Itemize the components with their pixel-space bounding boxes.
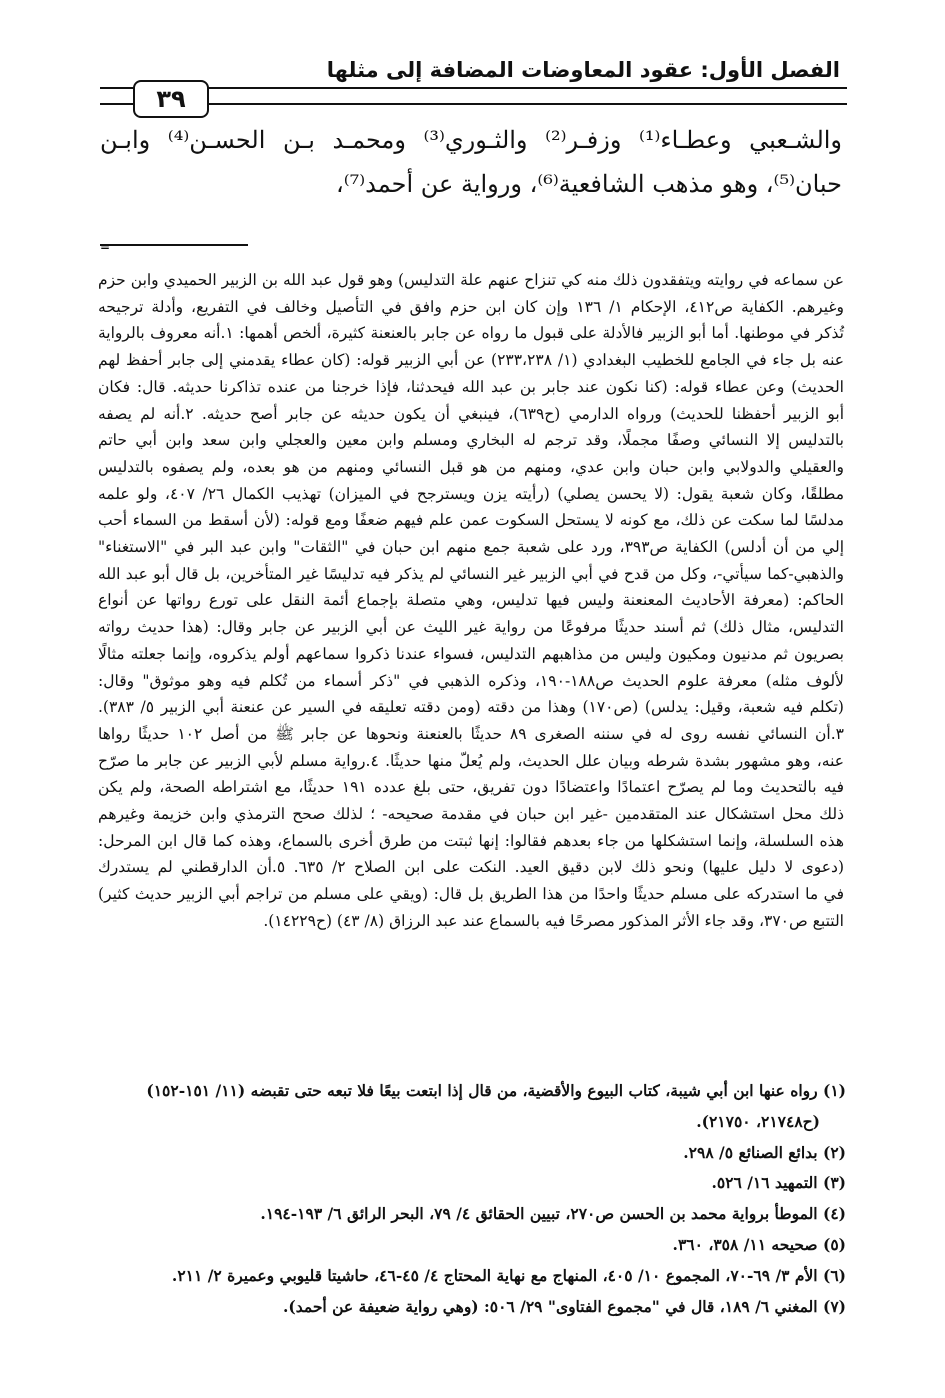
- main-text: [100, 118, 842, 206]
- footnote-continuation-line: تُذكر في موطنها. أما أبو الزبير فالأدلة على قبول ما رواه عن جابر بالعنعنة كثيرة، ألخص أهمها: ١.أنه معروف بالرواية: [98, 324, 844, 343]
- footnote-continuation-line: (تكلم فيه شعبة، وقيل: يدلس) (ص١٧٠) وهذا من دقته (ومن دقته تعليقه في السير عن عنعنة أبي الزبير ٥/ ٣٨٣).: [98, 698, 844, 717]
- footnote-continuation-line: التتبع ص٣٧٠، وقد جاء الأثر المذكور مصرحًا فيه بالسماع عند عبد الرزاق (٨/ ٤٣) (ح١٤٢٢٩).: [263, 911, 844, 930]
- footnote-continuation-line: مطلقًا، وكان شعبة يقول: (لا يحسن يصلي) (رأيته يزن ويسترجح في الميزان) تهذيب الكمال ٢٦/ ٤٠٧، ولو علمه: [98, 484, 844, 503]
- footnote-item-continuation: (ح٢١٧٤٨، ٢١٧٥٠).: [696, 1111, 820, 1131]
- footnote-item: (٣) التمهيد ١٦/ ٥٢٦.: [711, 1173, 846, 1193]
- footnote-continuation-line: والذهبي-كما سيأتي-، وكل من قدح في أبي الزبير غير النسائي لم يذكر فيه تدليسًا غير المتأخرين، بل قال أبو عبد الله: [98, 564, 844, 583]
- footnote-continuation-line: عنه، وهو مشهور بشدة شرطه وبيان علل الحديث، ولم يُعلّ منها حديثًا. ٤.رواية مسلم لأبي الزبير عن جابر ما صرّح: [98, 751, 845, 770]
- footnote-continuation: [98, 267, 844, 935]
- page-number: ٣٩: [133, 80, 209, 118]
- footnote-continuation-line: هذه السلسلة، وإنما استشكلها من جاء بعدهم فقالوا: إنها ثبتت من طرق أخرى بالسماع، وهذه كما قال ابن المرحل:: [98, 831, 844, 850]
- footnote-item: (٥) صحيحه ١١/ ٣٥٨، ٣٦٠.: [672, 1234, 846, 1254]
- footnote-item: (٧) المغني ٦/ ١٨٩، قال في "مجموع الفتاوى" ٢٩/ ٥٠٦: (وهي رواية ضعيفة عن أحمد).: [283, 1296, 846, 1316]
- footnote-continuation-line: وغيرهم. الكفاية ص٤١٢، الإحكام ١/ ١٣٦ وإن كان ابن حزم وافق في التأصيل وخالف في التفريع، وأدلة ترجيحه: [98, 297, 844, 316]
- footnote-continuation-line: الحديث) وعن عطاء قوله: (كنا نكون عند جابر بن عبد الله فيحدثنا، فإذا خرجنا من عنده تذاكرنا حديثه. قال: فكان: [98, 377, 844, 396]
- footnote-continuation-line: (دعوى لا دليل عليها) ونحو ذلك لابن دقيق العيد. النكت على ابن الصلاح ٢/ ٦٣٥. ٥.أن الدارقطني لم يستدرك: [98, 858, 845, 877]
- footnote-continuation-line: عن سماعه في روايته ويتفقدون ذلك منه كي تنزاح عنهم علة التدليس) وهو قول عبد الله بن الزبير الحميدي وابن حزم: [98, 271, 844, 289]
- footnote-continuation-line: بصريون ثم مدنيون ومكيون وليس من مذاهبهم التدليس، فسواء عندنا ذكروا سماعهم أولم يذكروه، وإنما جعلته مثالًا: [98, 644, 844, 663]
- footnote-continuation-mark: =: [100, 240, 111, 254]
- footnote-continuation-line: فيه بالتحديث وما لم يصرّح اعتمادًا واعتضادًا دون تفريق، حتى بلغ عدده ١٩١ حديثًا، مع اشتراطه الصحة، ولم يكن: [98, 778, 844, 797]
- footnote-item: (٦) الأم ٣/ ٦٩-٧٠، المجموع ١٠/ ٤٠٥، المنهاج مع نهاية المحتاج ٤/ ٤٥-٤٦، حاشيتا قليوبي وعميرة ٢/ ٢١١.: [171, 1265, 846, 1285]
- footnote-continuation-line: الحاكم: (معرفة الأحاديث المعنعنة وليس فيها تدليس، وهي متصلة بإجماع أئمة النقل على تورع رواتها عن أنواع: [98, 591, 844, 610]
- footnote-continuation-line: ذلك محل استشكال عند المتقدمين -غير ابن حبان في مقدمة صحيحه- ؛ لذلك صحح الترمذي وابن خزيمة وغيرهم: [98, 805, 844, 824]
- footnote-continuation-line: بالتدليس إلا النسائي وصفًا مجملًا، وقد ترجم له البخاري ومسلم وابن معين والعجلي وابن سعد وابن أبي حاتم: [98, 431, 844, 450]
- header-rule: [100, 103, 847, 105]
- footnote-item: (١) رواه عنها ابن أبي شيبة، كتاب البيوع والأقضية، من قال إذا ابتعت بيعًا فلا تبعه حتى تقبضه (١١/ ١٥١-١٥٢): [146, 1081, 846, 1100]
- footnote-continuation-line: عنه بل جاء في الجامع للخطيب البغدادي (١/ ٢٣٣،٢٣٨) عن أبي الزبير قوله: (كان عطاء يقدمني إلى جابر أحفظ لهم: [98, 351, 844, 370]
- main-text-line: والشـعبي وعطـاء⁽¹⁾ وزفـر⁽²⁾ والثـوري⁽³⁾ ومحمـد بـن الحسـن⁽⁴⁾ وابـن: [100, 126, 843, 154]
- footnote-continuation-line: مدلسًا لما سكت عن ذلك، مع كونه لا يستحل السكوت عمن علم فيهم ضعفًا ومع قوله: (لأن أسقط من السماء أحب: [98, 511, 844, 530]
- footnote-continuation-line: التدليس، مثال ذلك) ثم أسند حديثًا مرفوعًا من رواية غير الليث عن أبي الزبير عن جابر وقال: (هذا حديث رواته: [98, 618, 844, 637]
- running-header: الفصل الأول: عقود المعاوضات المضافة إلى مثلها: [326, 58, 840, 82]
- header-rule: [100, 87, 847, 89]
- footnote-continuation-line: إلي من أن أدلس) الكفاية ص٣٩٣، ورد على شعبة جمع منهم ابن حبان في "الثقات" وابن عبد البر في "الاستغناء": [98, 538, 844, 557]
- footnote-item: (٤) الموطأ برواية محمد بن الحسن ص٢٧٠، تبيين الحقائق ٤/ ٧٩، البحر الرائق ٦/ ١٩٣-١٩٤.: [260, 1204, 846, 1224]
- footnote-continuation-line: ٣.أن النسائي نفسه روى له في سننه الصغرى ٨٩ حديثًا بالعنعنة ونحوها عن جابر ﷺ من أصل ١٠٢ حديثًا رواها: [98, 724, 844, 743]
- footnote-continuation-line: في ما استدركه على مسلم حديثًا واحدًا من هذا الطريق بل قال: (ويقي على مسلم من تراجم أبي الزبير حديث كثير): [98, 885, 844, 904]
- footnote-separator: [100, 244, 248, 246]
- footnote-continuation-line: أبو الزبير أحفظنا للحديث) ورواه الدارمي (ح٦٣٩)، فينبغي أن يكون حديثه عن جابر أصح حديثه. ٢.أنه لم يصفه: [98, 404, 845, 423]
- footnotes-list: [98, 1076, 846, 1322]
- footnote-item: (٢) بدائع الصنائع ٥/ ٢٩٨.: [683, 1142, 846, 1162]
- main-text-line: حبان⁽⁵⁾، وهو مذهب الشافعية⁽⁶⁾، ورواية عن أحمد⁽⁷⁾،: [335, 170, 842, 198]
- footnote-continuation-line: والعقيلي والدولابي وابن حبان وابن عدي، ومنهم من هو قبل النسائي ومنهم من هو بعده، ولم يصفوه بالتدليس: [98, 457, 844, 476]
- footnote-continuation-line: لألوف مثله) معرفة علوم الحديث ص١٨٨-١٩٠، وذكره الذهبي في "ذكر أسماء من تُكلم فيه وهو موثوق" وقال:: [98, 671, 844, 690]
